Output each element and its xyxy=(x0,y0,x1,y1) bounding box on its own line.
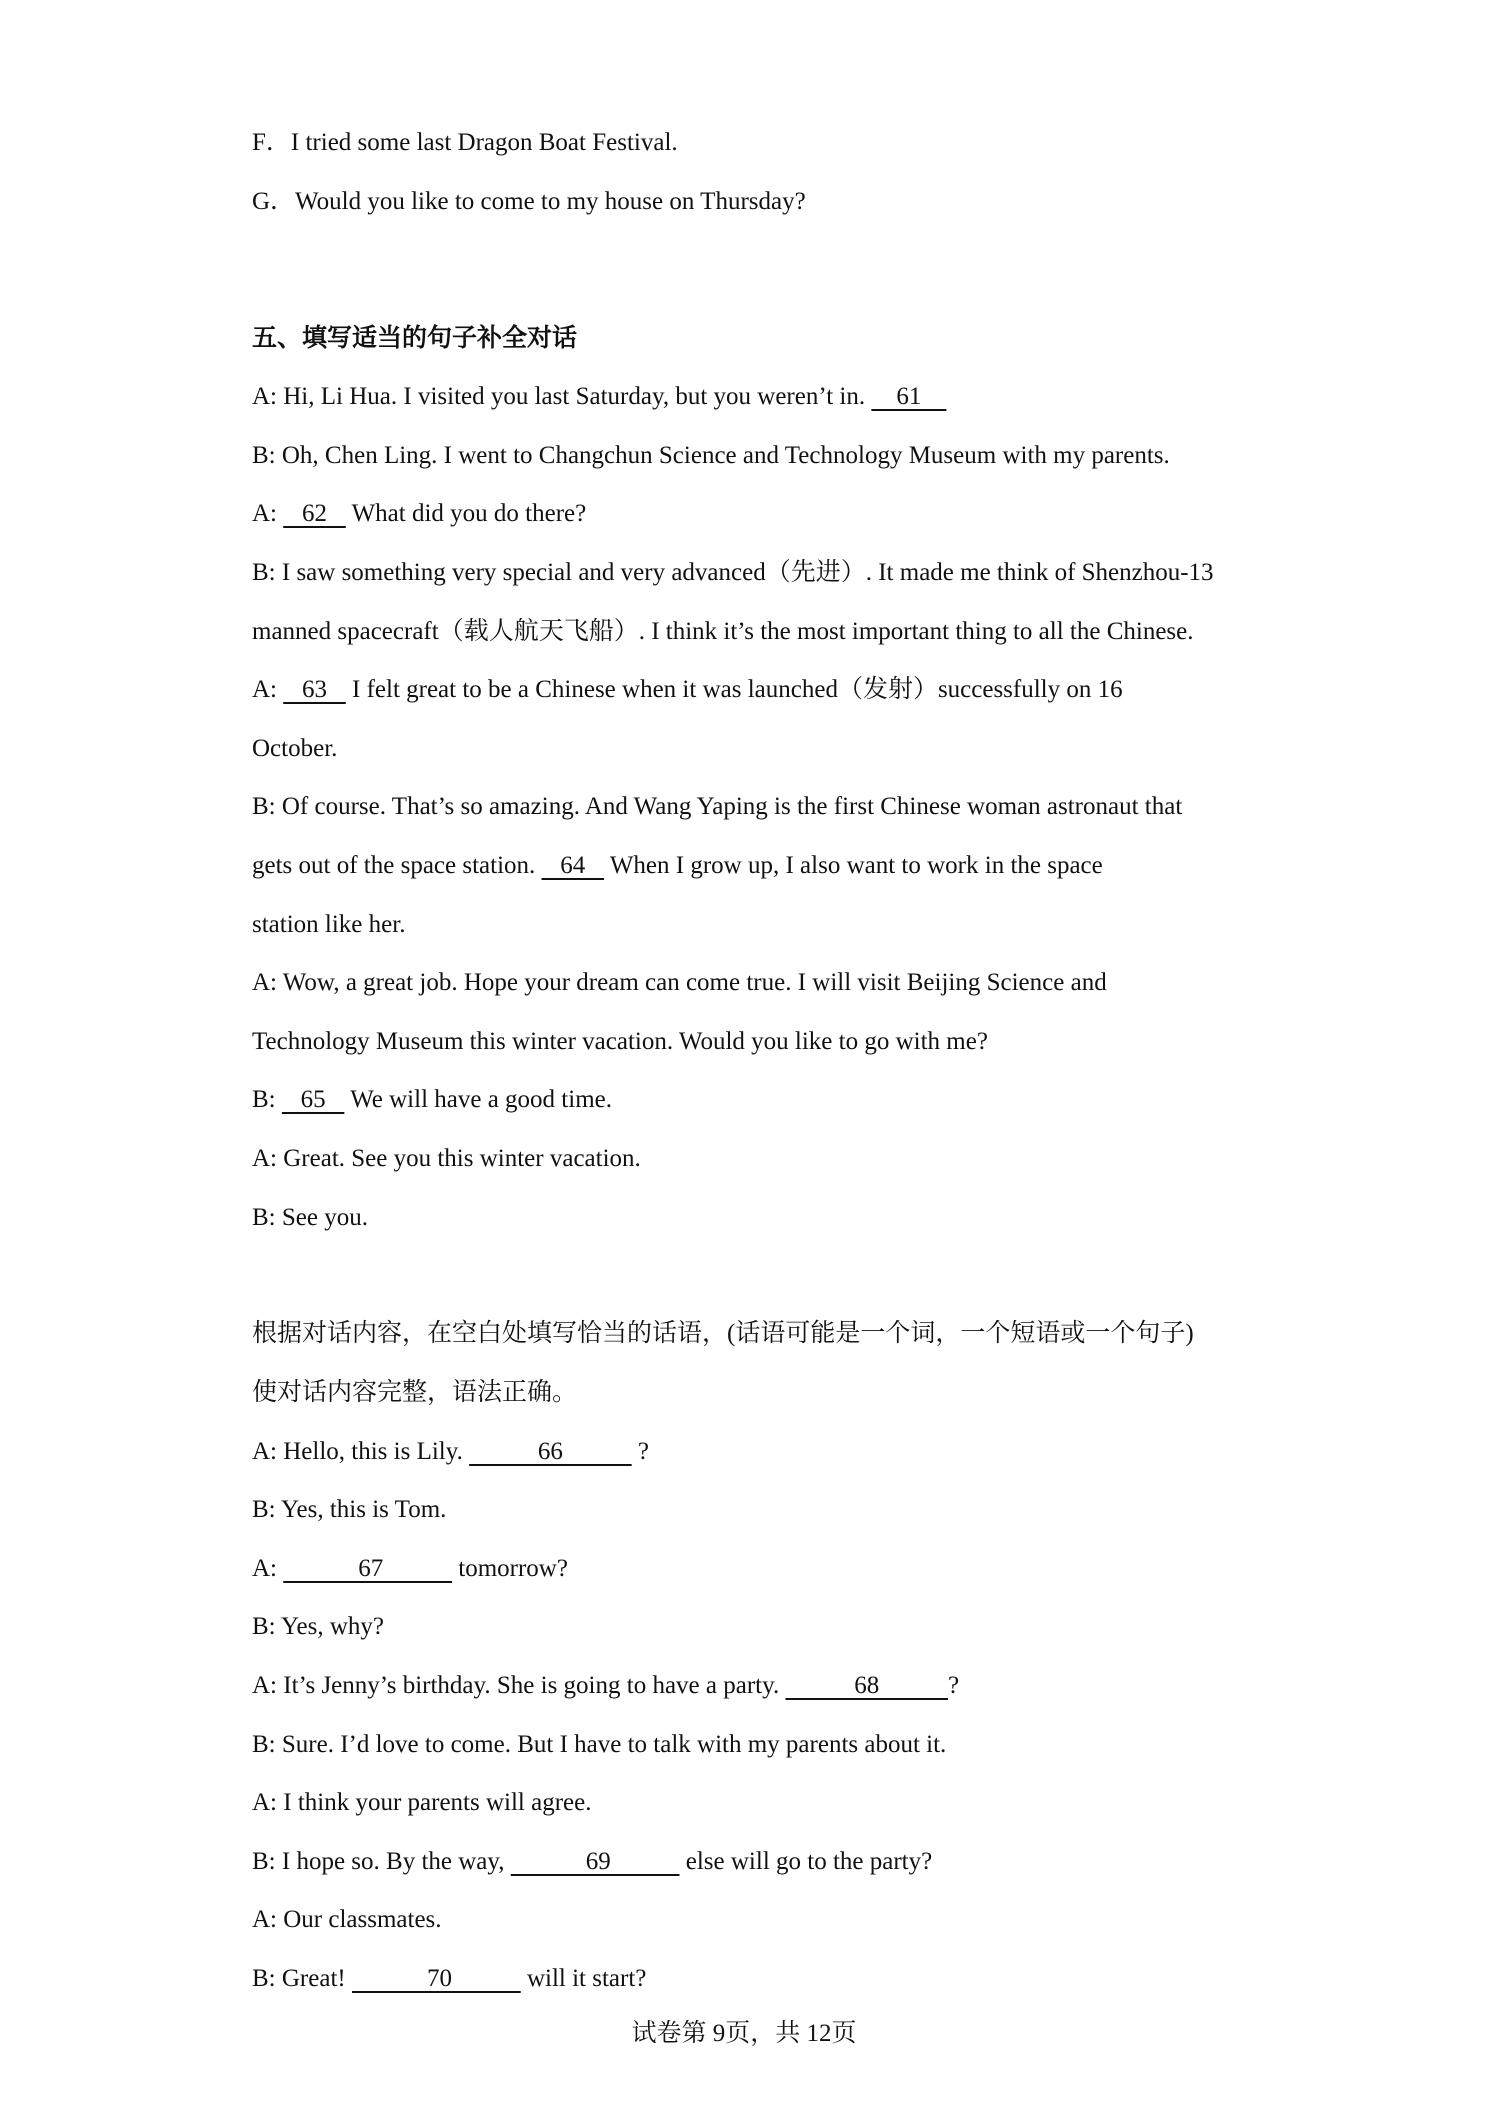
dialogue-line: B: I saw something very special and very advanced（先进）. It made me think of Shenzhou-13 xyxy=(252,559,1214,586)
dialogue-line: A: Wow, a great job. Hope your dream can come true. I will visit Beijing Science and xyxy=(252,969,1107,996)
dialogue-line: A: It’s Jenny’s birthday. She is going to have a party. 68 ? xyxy=(252,1669,1248,1703)
dialogue-line: B: 65 We will have a good time. xyxy=(252,1083,1248,1117)
blank-67[interactable]: 67 xyxy=(283,1555,452,1582)
dialogue-line: station like her. xyxy=(252,911,406,938)
blank-61[interactable]: 61 xyxy=(871,383,947,410)
dialogue-line: B: I hope so. By the way, 69 else will go to the party? xyxy=(252,1845,1248,1879)
dialogue-line: A: Our classmates. xyxy=(252,1906,442,1933)
dialogue-line: B: Sure. I’d love to come. But I have to talk with my parents about it. xyxy=(252,1731,947,1758)
blank-69[interactable]: 69 xyxy=(510,1848,680,1875)
blank-70[interactable]: 70 xyxy=(351,1965,521,1992)
dialogue-line: A: I think your parents will agree. xyxy=(252,1789,592,1816)
blank-62[interactable]: 62 xyxy=(283,500,346,527)
instruction-text: 根据对话内容，在空白处填写恰当的话语，(话语可能是一个词，一个短语或一个句子) xyxy=(252,1320,1194,1347)
blank-65[interactable]: 65 xyxy=(281,1086,345,1113)
option-f xyxy=(252,126,1248,160)
option-g xyxy=(252,185,1248,219)
dialogue-line: A: Hi, Li Hua. I visited you last Saturday, but you weren’t in. 61 xyxy=(252,380,1248,414)
dialogue-line: October. xyxy=(252,735,338,762)
dialogue-line: A: 67 tomorrow? xyxy=(252,1552,1248,1586)
dialogue-line: B: See you. xyxy=(252,1204,368,1231)
blank-66[interactable]: 66 xyxy=(469,1438,632,1465)
dialogue-line: B: Oh, Chen Ling. I went to Changchun Science and Technology Museum with my parents. xyxy=(252,442,1170,469)
dialogue-line: Technology Museum this winter vacation. Would you like to go with me? xyxy=(252,1028,988,1055)
dialogue-line: A: 63 I felt great to be a Chinese when it was launched（发射）successfully on 16 xyxy=(252,673,1248,707)
dialogue-line: B: Of course. That’s so amazing. And Wang Yaping is the first Chinese woman astronaut that xyxy=(252,793,1183,820)
blank-68[interactable]: 68 xyxy=(785,1672,948,1699)
dialogue-line: A: Hello, this is Lily. 66 ? xyxy=(252,1435,1248,1469)
dialogue-line: manned spacecraft（载人航天飞船）. I think it’s the most important thing to all the Chinese. xyxy=(252,618,1194,645)
dialogue-line: B: Great! 70 will it start? xyxy=(252,1962,1248,1996)
instruction-text: 使对话内容完整，语法正确。 xyxy=(252,1379,578,1406)
dialogue-line: A: Great. See you this winter vacation. xyxy=(252,1145,641,1172)
blank-64[interactable]: 64 xyxy=(541,852,605,879)
option-f-text: F．I tried some last Dragon Boat Festival. xyxy=(252,129,678,156)
dialogue-line: gets out of the space station. 64 When I grow up, I also want to work in the space xyxy=(252,849,1248,883)
option-g-text: G．Would you like to come to my house on Thursday? xyxy=(252,188,806,215)
blank-63[interactable]: 63 xyxy=(283,676,346,703)
dialogue-line: B: Yes, this is Tom. xyxy=(252,1496,447,1523)
dialogue-line: B: Yes, why? xyxy=(252,1613,384,1640)
section-five-heading: 五、填写适当的句子补全对话 xyxy=(252,325,578,352)
page-footer: 试卷第 9页，共 12页 xyxy=(631,2020,857,2047)
dialogue-line: A: 62 What did you do there? xyxy=(252,497,1248,531)
